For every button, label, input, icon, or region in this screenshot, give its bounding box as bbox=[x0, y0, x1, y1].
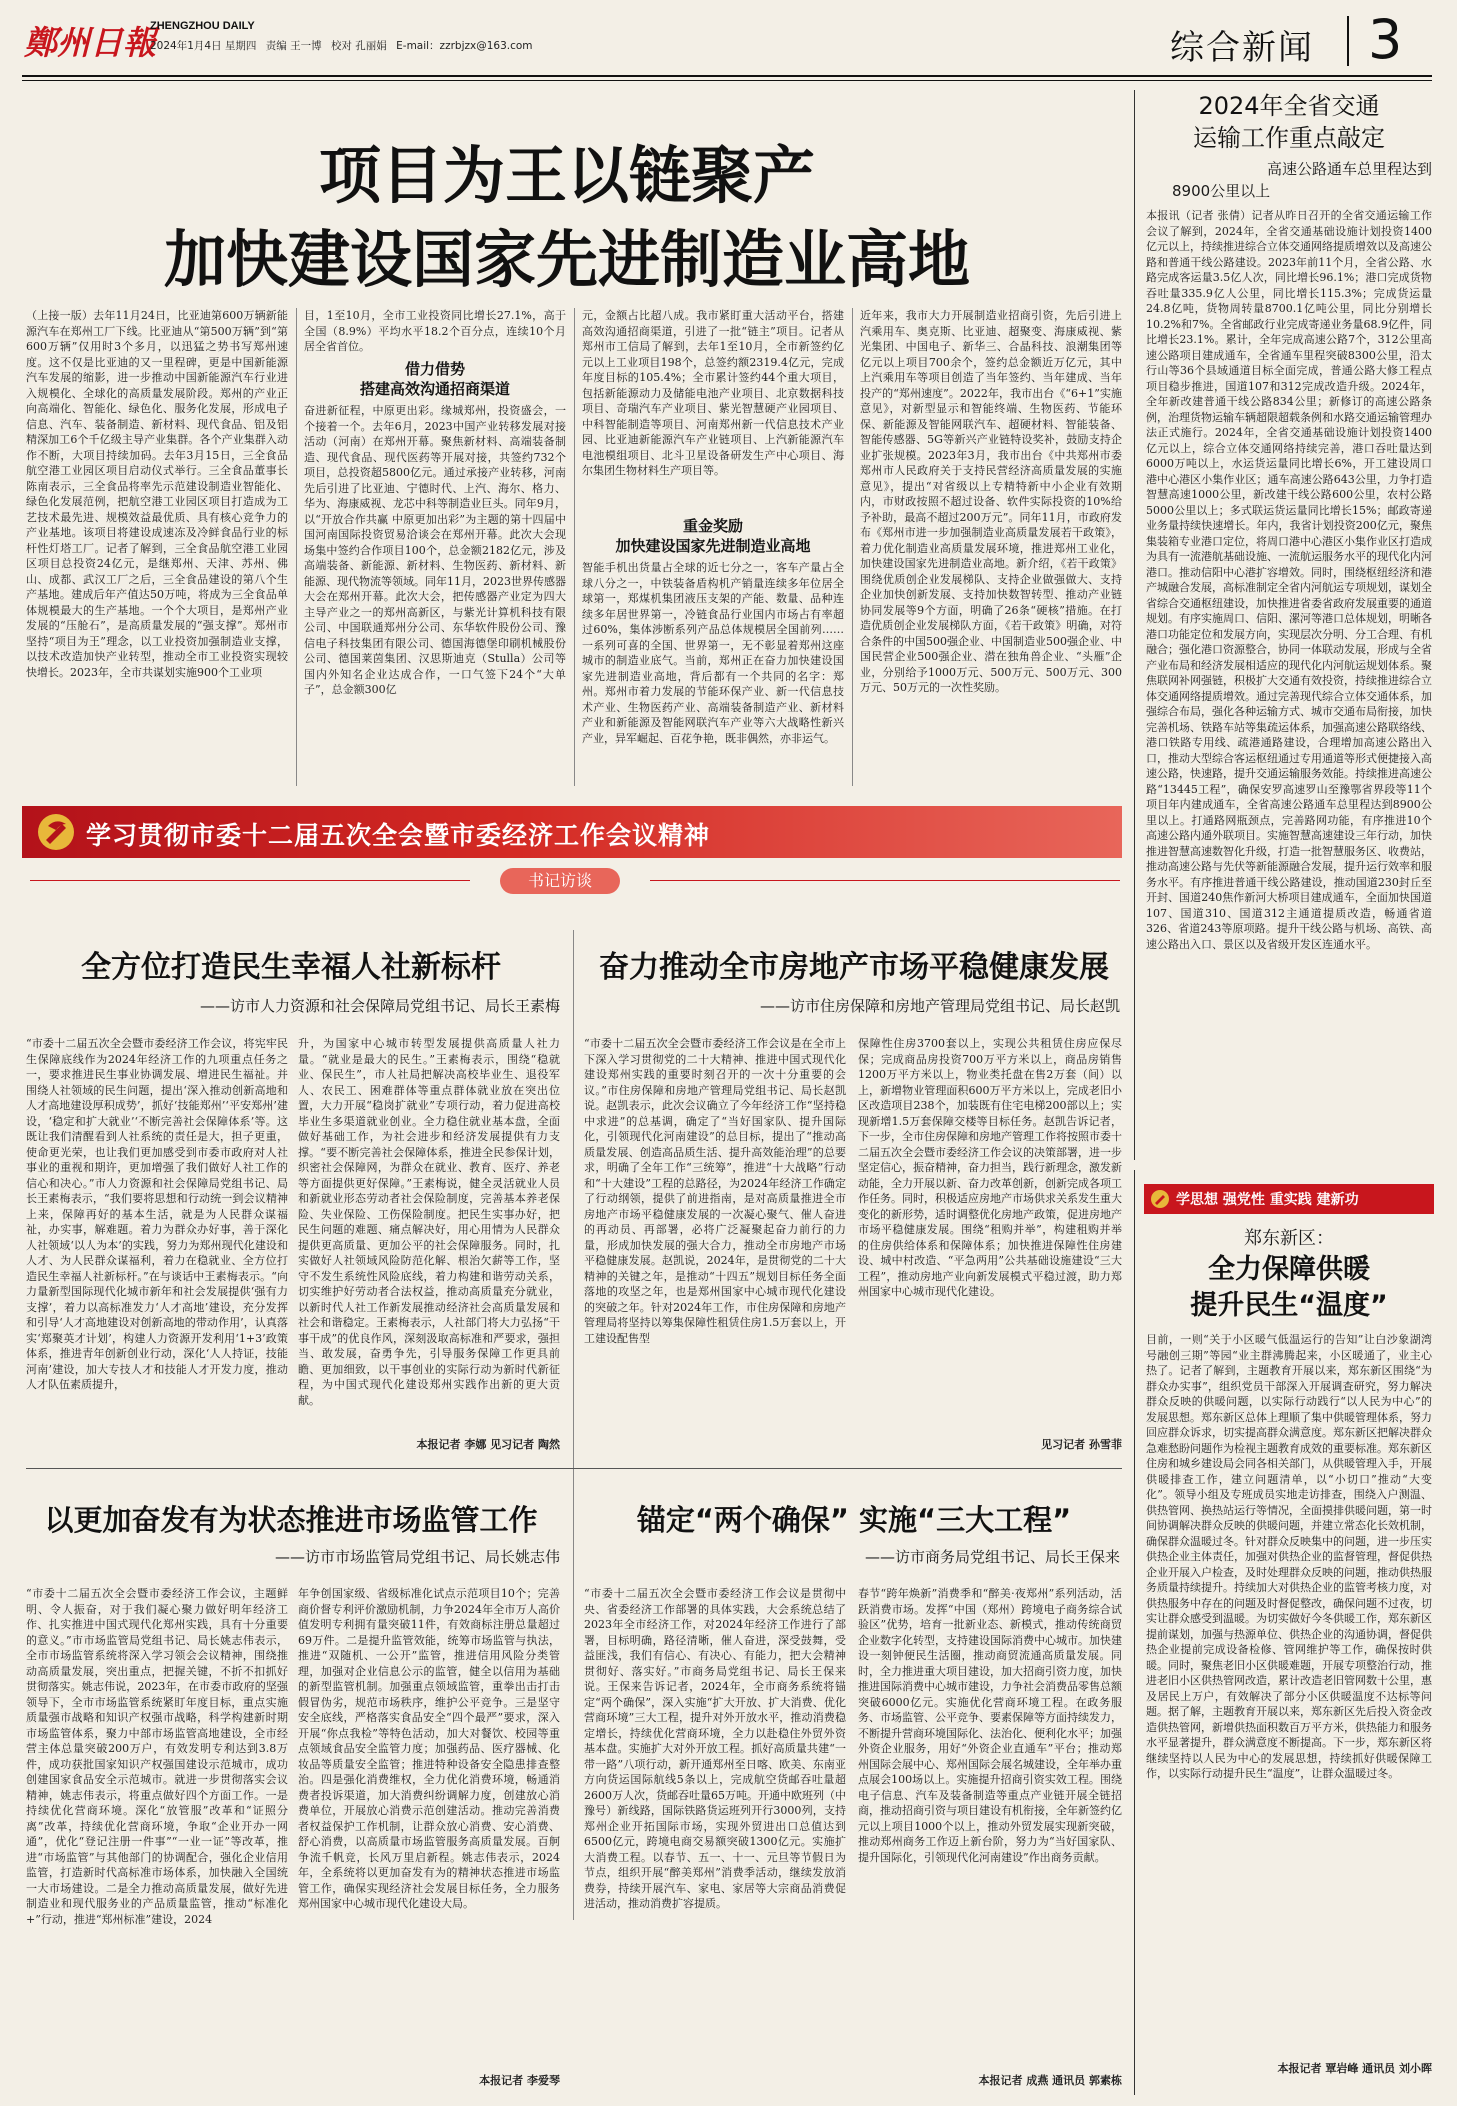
a1-column-1: “市委十二届五次全会暨市委经济工作会议，将宪牢民生保障底线作为2024年经济工作的九项重点任务之一，要求推进民生事业协调发展、增进民生福祉。并围绕人社领域的民生问题，提出‘深入推动创新高地和人才高地建设厚积成势’，抓好‘技能郑州’‘平安郑州’建设，‘稳定和扩大就业’‘不断完善社会保障体系’等。这既让我们清醒看到人社系统的责任是大，担子更重，使命更光荣，也让我们更加感受到市委市政府对人社事业的重视和期许，更加增强了我们做好人社工作的信心和决心。”市人力资源和社会保障局党组书记、局长王素梅表示，“我们要将思想和行动统一到会议精神上来，保障再好的基本生活，就是为人民群众谋福祉，办实事，解难题。着力为群众办好事，善于深化人社领域‘以人为本’的实践，努力为郑州现代化建设和人才、为人民群众谋福利，着力在稳就业、全方位打造民生幸福人社新标杆。”在与谈话中王素梅表示。“向力量新型国际现代化城市新年和社会发展提供‘强有力支撑’，着力以高标准发力‘人才高地’建设，充分发挥和引导‘人才高地建设对创新高地的带动作用’，认真落实‘郑聚英才计划’，构建人力资源开发利用‘1+3’政策体系，推进青年创新创业行动，深化‘人人持证，技能河南’建设，加大专技人才和技能人才开发力度，推动人才队伍素质提升， bbox=[26, 1037, 288, 1391]
lead-column-2 bbox=[304, 308, 566, 786]
a1-col2-text: 升，为国家中心城市转型发展提供高质量人社力量。“就业是最大的民生。”王素梅表示，围绕“稳就业、保民生”，市人社局把解决高校毕业生、退役军人、农民工、困难群体等重点群体就业放在突出位置，大力开展“稳岗扩就业”专项行动，着力促进高校毕业生多渠道就业创业。全力稳住就业基本盘，全面做好基础工作，为社会进步和经济发展提供有力支撑。“要不断完善社会保障体系，推进全民参保计划，织密社会保障网，为群众在就业、教育、医疗、养老等方面提供更好保障。”王素梅说，健全灵活就业人员和新就业形态劳动者社会保险制度，完善基本养老保险、失业保险、工伤保险制度。把民生实事办好，把民生问题的难题、痛点解决好，用心用情为人民群众提供更高质量、更加公平的社会保障服务。同时，扎实做好人社领域风险防范化解、根治欠薪等工作，坚守不发生系统性风险底线，着力构建和谐劳动关系，切实维护好劳动者合法权益，推动高质量充分就业，以新时代人社工作新发展推动经济社会高质量发展和社会和谐稳定。王素梅表示，人社部门将大力弘扬“干事干成”的优良作风，深刻汲取高标准和严要求，强担当、敢发展，奋勇争先，引导服务保障工作更具前瞻、更加细致，以干事创业的实际行动为新时代新征程，为中国式现代化建设郑州实践作出新的更大贡献。 bbox=[298, 1037, 560, 1407]
a1-byline: 本报记者 李娜 见习记者 陶然 bbox=[416, 1438, 560, 1451]
a1-column-2 bbox=[298, 1036, 560, 1456]
a3-title: 以更加奋发有为状态推进市场监管工作 bbox=[44, 1503, 538, 1537]
lead-title-line1: 项目为王以链聚产 bbox=[318, 139, 815, 212]
a2-byline: 见习记者 孙雪菲 bbox=[1041, 1438, 1122, 1451]
a2-subtitle: ——访市住房保障和房地产管理局党组书记、局长赵凯 bbox=[759, 997, 1120, 1015]
party-emblem-icon bbox=[36, 812, 76, 852]
svg-text:鄭州日報: 鄭州日報 bbox=[24, 23, 156, 62]
a2-column-1: “市委十二届五次全会暨市委经济工作会议是在全市上下深入学习贯彻党的二十大精神、推进中国式现代化建设郑州实践的重要时刻召开的一次十分重要的会议。”市住房保障和房地产管理局党组书记、局长赵凯说。赵凯表示，此次会议确立了今年经济工作“坚持稳中求进”的总基调，确定了“当好国家队、提升国际化，引领现代化河南建设”的总目标，提出了“推动高质量发展、创造高品质生活、提升高效能治理”的总要求，明确了全年工作“三统筹”，推进“十大战略”行动和“十大建设”工程的总路径，为2024年经济工作确定了行动纲领，提供了前进指南，是对高质量推进全市房地产市场平稳健康发展的一次凝心聚气、催人奋进的再动员、再部署，必将广泛凝聚起奋力前行的力量，形成加快发展的强大合力，推动全市房地产市场平稳健康发展。赵凯说，2024年，是贯彻党的二十大精神的关键之年，是推动“十四五”规划目标任务全面落地的攻坚之年，也是郑州国家中心城市现代化建设的突破之年。针对2024年工作，市住房保障和房地产管理局将坚持以筹集保障性租赁住房1.5万套以上，开工建设配售型 bbox=[584, 1037, 846, 1345]
lead-col3-heading-1: 重金奖励 bbox=[682, 517, 743, 535]
banner-rule-right bbox=[650, 880, 1120, 881]
right-news bbox=[1146, 90, 1432, 1156]
banner-rule-left bbox=[30, 880, 470, 881]
a2-col2-text: 保障性住房3700套以上，实现公共租赁住房应保尽保；完成商品房投资700万平方米以上，商品房销售1200万平方米以上，物业类托盘在售2万套（间）以上，新增物业管理面积600万平方米以上，完成老旧小区改造项目238个，加装既有住宅电梯200部以上；实现新增1.5万套保障交楼等目标任务。赵凯告诉记者，下一步，全市住房保障和房地产管理工作将按照市委十二届五次全会暨市委经济工作会议的决策部署，进一步坚定信心，振奋精神，奋力担当，践行新理念，激发新动能，全力开展以新、奋力改革创新，创新完成各项工作任务。同时，积极适应房地产市场供求关系发生重大变化的新形势，适时调整优化房地产政策，促进房地产市场平稳健康发展。围绕“租购并举”，构建租购并举的住房供给体系和保障体系；加快推进保障性住房建设、城中村改造、“平急两用”公共基础设施建设“三大工程”，推动房地产业向新发展模式平稳过渡，助力郑州国家中心城市现代化建设。 bbox=[858, 1037, 1122, 1298]
right-feature-byline: 本报记者 覃岩峰 通讯员 刘小晖 bbox=[1277, 2062, 1432, 2075]
right-news-body: 本报讯（记者 张倩）记者从昨日召开的全省交通运输工作会议了解到，2024年，全省交通基础设施计划投资1400亿元以上，持续推进综合立体交通网络提质增效以及高速公路和普通干线公路建设。2023年前11个月，全省公路、水路完成客运量3.5亿人次，同比增长96.1%；港口完成货物吞吐量335.9亿人公里，同比增长115.3%；完成货运量24.8亿吨，货物周转量8700.1亿吨公里，同比分别增长10.2%和7%。全省邮政行业完成寄递业务量68.9亿件，同比增长23.1%。累计，全年完成高速公路7个，312公里高速公路项目建成通车，全省通车里程突破8300公里，沿太行山等36个县域通道目标全面完成，普通公路大修工程点项目稳步推进，国道107和312完成改造升级。2024年，全年新改建普通干线公路834公里；新修订的高速公路条例，治理货物运输车辆超限超载条例和水路交通运输管理办法正式施行。2024年，全省交通基础设施计划投资1400亿元以上，综合立体交通网络持续完善，港口吞吐量达到6000万吨以上，水运货运量同比增长6%，开工建设周口港中心港区小集作业区；通车高速公路643公里，力争打造智慧高速1000公里，新改建干线公路600公里，农村公路5000公里以上；多式联运货运量同比增长15%；邮政寄递业务量持续快速增长。年内，我省计划投资200亿元，聚焦集装箱专业港口定位，将周口港中心港区小集作业区打造成为具有一流港航基础设施、一流航运服务水平的现代化内河港口。推动信阳中心港扩容增效。同时，围绕枢纽经济和港产城融合发展，高标准制定全省内河航运专项规划，谋划全省综合交通枢纽建设，加快推进省委省政府发展重要的通道规划。有序实施周口、信阳、漯河等港口总体规划，明晰各港口功能定位和发展方向，实现层次分明、分工合理、有机融合；强化港口资源整合，协同一体联动发展，形成与全省产业布局和经济发展相适应的现代化内河航运规划体系。聚焦联网补网强链，积极扩大交通有效投资，持续推进综合立体交通网络提质增效。通过完善现代综合立体交通体系，加强综合布局，强化各种运输方式、城市交通布局衔接，加快完善机场、铁路车站等集疏运体系，加强高速公路联络线、港口铁路专用线、疏港通路建设，合理增加高速公路出入口，推动大型综合客运枢纽通过专用通道等形式便捷接入高速公路，快速路，提升交通运输服务效能。持续推进高速公路“13445工程”，确保安罗高速罗山至豫鄂省界段等11个项目年内建成通车，全省高速公路通车总里程达到8900公里以上。打通路网瓶颈点，完善路网功能，有序推进10个高速公路内通外联项目。实施智慧高速建设三年行动，加快推进智慧高速数智化升级，打造一批智慧服务区、收费站，推动高速公路与先伏等新能源融合发展，提升运行效率和服务水平。有序推进普通干线公路建设，推动国道230封丘至开封、国道240焦作新河大桥项目建成通车，全面加快国道107、国道310、国道312主通道提质改造，畅通省道326、省道243等原项路。提升干线公路与机场、高铁、高速公路出入口、景区以及省级开发区连通水平。 bbox=[1146, 209, 1432, 951]
party-emblem-icon bbox=[1150, 1189, 1170, 1209]
a2-column-2 bbox=[858, 1036, 1122, 1456]
col-divider bbox=[574, 308, 575, 786]
right-column-divider bbox=[1134, 90, 1135, 1160]
right-feature bbox=[1146, 1226, 1432, 2076]
proof-name: 孔丽娟 bbox=[355, 40, 387, 52]
right-feature-banner-text: 学思想 强党性 重实践 建新功 bbox=[1176, 1192, 1359, 1208]
editor-name: 王一博 bbox=[290, 40, 322, 52]
lead-column-4: 近年来，我市大力开展制造业招商引资，先后引进上汽乘用车、奥克斯、比亚迪、超聚变、海康威视、紫光集团、中国电子、新华三、合晶科技、浪潮集团等亿元以上项目700余个，签约总金额近万亿元，其中上汽乘用车等项目创造了当年签约、当年建成、当年投产的“郑州速度”。2022年，我市出台《“6+1”实施意见》，对新型显示和智能终端、生物医药、节能环保、新能源及智能网联汽车、超硬材料、智能装备、智能传感器、5G等新兴产业链特设奖补，鼓励支持企业扩张规模。2023年3月，我市出台《中共郑州市委 郑州市人民政府关于支持民营经济高质量发展的实施意见》，提出“对省级以上专精特新中小企业有效期内，市财政按照不超过设备、软件实际投资的10%给予补助，最高不超过200万元”。同年11月，市政府发布《郑州市进一步加强制造业高质量发展若干政策》，着力优化制造业高质量发展环境，推进郑州工业化，加快建设国家先进制造业高地。新介绍，《若干政策》围绕优质创企业发展梯队、支持企业做强做大、支持企业加快创新发展、支持加快数智转型、推动产业链协同发展等9个方面，明确了26条“硬核”措施。在打造优质创企业发展梯队方面，《若干政策》明确，对符合条件的中国500强企业、中国制造业500强企业、中国民营企业500强企业、潜在独角兽企业、“头雁”企业，分别给予1000万元、500万元、500万元、300万元、50万元的一次性奖励。 bbox=[860, 309, 1122, 694]
lead-column-1: （上接一版）去年11月24日，比亚迪第600万辆新能源汽车在郑州工厂下线。比亚迪从“第500万辆”到“第600万辆”仅用时3个多月，以迅猛之势书写郑州速度。这不仅是比亚迪的又一里程碑，更是中国新能源汽车发展的缩影，进一步推动中国新能源汽车行业进入规模化、全球化的高质量发展阶段。郑州的产业正向高端化、智能化、绿色化、服务化发展，形成电子信息、汽车、装备制造、新材料、现代食品、铝及铝精深加工6个千亿级主导产业集群。各个产业集群入动作不断，大项目持续加码。去年3月15日，三全食品航空港工业园区项目启动仪式举行。三全食品董事长陈南表示，三全食品将率先示范建设制造业智能化、绿色化发展范例，把航空港工业园区项目打造成为工艺技术最先进、规模效益最优质、具有核心竞争力的产业基地。该项目将建设成速冻及冷鲜食品行业的标杆性灯塔工厂。记者了解到，三全食品航空港工业园区项目总投资24亿元，是继郑州、天津、苏州、佛山、成都、武汉工厂之后，三全食品建设的第八个生产基地。建成后年产值达50万吨，将成为三全食品单体规模最大的生产基地。一个个大项目，是郑州产业发展的“压舱石”，是高质量发展的“强支撑”。郑州市坚持“项目为王”理念，以工业投资加强制造业支撑，以技术改造加快产业转型，推动全市工业投资实现较快增长。2023年，全市共谋划实施900个工业项 bbox=[26, 309, 288, 679]
section-divider bbox=[1347, 16, 1349, 66]
right-column-divider bbox=[1134, 1170, 1135, 2095]
lead-col2-heading-2: 搭建高效沟通招商渠道 bbox=[359, 380, 510, 398]
article-divider bbox=[573, 930, 574, 1920]
a4-title: 锚定“两个确保” 实施“三大工程” bbox=[636, 1503, 1072, 1537]
a3-col2-text: 年争创国家级、省级标准化试点示范项目10个；完善商价督专利评价激励机制，力争2024年全市万人高价值发明专利拥有量突破11件，有效商标注册总量超过69万件。二是提升监管效能，统筹市场监管与执法，推进“双随机、一公开”监管，推进信用风险分类管理，加强对企业信息公示的监管，健全以信用为基础的新型监管机制。加强重点领域监管，重拳出击打击假冒伪劣，规范市场秩序，维护公平竞争。三是坚守安全底线，严格落实食品安全“四个最严”要求，深入开展“你点我检”等特色活动，加大对餐饮、校园等重点领域食品安全监管力度；加强药品、医疗器械、化妆品等质量安全监管；推进特种设备安全隐患排查整治。四是强化消费维权，全力优化消费环境，畅通消费者投诉渠道，加大消费纠纷调解力度，创建放心消费单位，开展放心消费示范创建活动。推动完善消费者权益保护工作机制，让群众放心消费、安心消费、舒心消费，以高质量市场监管服务高质量发展。百舸争流千帆竞，长风万里启新程。姚志伟表示，2024年，全系统将以更加奋发有为的精神状态推进市场监管工作，确保实现经济社会发展目标任务，全力服务郑州国家中心城市现代化建设大局。 bbox=[298, 1587, 560, 1910]
a3-byline: 本报记者 李爱琴 bbox=[479, 2074, 560, 2087]
col-divider bbox=[852, 308, 853, 786]
interview-tag: 书记访谈 bbox=[500, 868, 620, 894]
right-news-subtitle-1: 高速公路通车总里程达到 bbox=[1266, 160, 1432, 178]
a1-title: 全方位打造民生幸福人社新标杆 bbox=[81, 950, 501, 985]
right-news-subtitle-2: 8900公里以上 bbox=[1172, 182, 1271, 200]
right-feature-title-2: 提升民生“温度” bbox=[1190, 1290, 1388, 1321]
lead-col2-text-b: 奋进新征程，中原更出彩。缘城郑州，投资盛会，一个接着一个。去年6月，2023中国产业转移发展对接活动（河南）在郑州开幕。聚焦新材料、高端装备制造、现代食品、现代医药等开展对接，共签约732个项目，总投资超5800亿元。通过承接产业转移，河南先后引进了比亚迪、宁德时代、上汽、海尔、格力、华为、海康威视、龙芯中科等制造业巨头。同年9月，以“开放合作共赢 中原更加出彩”为主题的第十四届中国河南国际投资贸易洽谈会在郑州开幕。此次大会现场集中签约合作项目100个，总金额2182亿元，涉及高端装备、新能源、新材料、生物医药、新材料、新能源、现代物流等领域。同年11月，2023世界传感器大会在郑州开幕。此次大会，把传感器产业定为四大主导产业之一的郑州高新区，与紫光计算机科技有限公司、中国联通郑州分公司、东华软件股份公司、豫信电子科技集团有限公司、德国海德堡印刷机械股份公司、德国莱茵集团、汉思斯迪克（Stulla）公司等国内外知名企业达成合作，一口气签下24个“大单子”，总金额300亿 bbox=[304, 404, 566, 696]
a4-subtitle: ——访市商务局党组书记、局长王保来 bbox=[864, 1548, 1120, 1566]
lead-col3-text-a: 元，金额占比超八成。我市紧盯重大活动平台，搭建高效沟通招商渠道，引进了一批“链主”项目。记者从郑州市工信局了解到，去年1至10月，全市新签约亿元以上工业项目198个，总签约额2319.4亿元，完成年度目标的105.4%；全市累计签约44个重大项目，包括新能源动力及储能电池产业项目、北京数据科技项目、奇瑞汽车产业项目、紫光智慧硬产业园项目、中科智能制造等项目、河南郑州新一代信息技术产业园、比亚迪新能源汽车产业链项目、上汽新能源汽车电池模组项目、北斗卫星设备研发生产中心项目、海尔集团生物材料生产项目等。 bbox=[582, 309, 844, 477]
lead-column-3 bbox=[582, 308, 844, 786]
masthead-name-en: ZHENGZHOU DAILY bbox=[150, 20, 255, 32]
a4-column-2 bbox=[858, 1586, 1122, 2096]
section-name: 综合新闻 bbox=[1170, 28, 1314, 68]
right-news-title-2: 运输工作重点敲定 bbox=[1193, 124, 1385, 152]
lead-col3-text-b: 智能手机出货量占全球的近七分之一，客车产量占全球八分之一，中铁装备盾构机产销量连续多年位居全球第一，郑煤机集团液压支架的产能、数量、品种连续多年居世界第一，冷链食品行业国内市场占有率超过60%，集体涉断系列产品总体规模居全国前列……一系列可喜的全国、世界第一，无不彰显着郑州这座城市的制造业底气。当前，郑州正在奋力加快建设国家先进制造业高地，背后都有一个共同的名字：郑州。郑州市着力发展的节能环保产业、新一代信息技术产业、生物医药产业、高端装备制造产业、新材料产业和新能源及智能网联汽车产业等六大战略性新兴产业，异军崛起、百花争艳，既非偶然，亦非运气。 bbox=[582, 561, 844, 745]
right-feature-body: 目前，一则“关于小区暖气低温运行的告知”让白沙象湖湾号融创三期”等园“业主群沸腾起来，小区暖通了，业主心热了。记者了解到，主题教育开展以来，郑东新区围绕“为群众办实事”，组织党员干部深入开展调查研究，努力解决群众反映的供暖问题，以实际行动践行“以人民为中心”的发展思想。郑东新区总体上理顺了集中供暖管理体系，努力回应群众诉求，切实提高群众满意度。郑东新区把解决群众急难愁盼问题作为检视主题教育成效的重要标准。郑东新区住房和城乡建设局会同各相关部门，从供暖管理入手，开展供暖排查工作，建立问题清单，以“小切口”推动“大变化”。领导小组及专班成员实地走访排查，围绕入户测温、供热管网、换热站运行等情况，全面摸排供暖问题，第一时间协调解决群众反映的供暖问题，并建立常态化长效机制，确保群众温暖过冬。针对群众反映集中的问题，进一步压实供热企业主体责任，加强对供热企业的监督管理，督促供热企业开展入户检查，及时处理群众反映的问题，推动供热服务质量持续提升。持续加大对供热企业的监管考核力度，对供热服务中存在的问题及时督促整改，确保问题不过夜，切实让群众感受到温暖。为切实做好今冬供暖工作，郑东新区提前谋划，加强与热源单位、供热企业的沟通协调，督促供热企业提前完成设备检修、管网维护等工作，确保按时供暖。同时，聚焦老旧小区供暖难题，开展专项整治行动，推进老旧小区供热管网改造，累计改造老旧管网数十公里，惠及居民上万户，有效解决了部分小区供暖温度不达标等问题。据了解，主题教育开展以来，郑东新区先后投入资金改造供热管网，新增供热面积数百万平方米，供热能力和服务水平显著提升，群众满意度不断提高。下一步，郑东新区将继续坚持以人民为中心的发展思想，持续抓好供暖保障工作，以实际行动提升民生“温度”，让群众温暖过冬。 bbox=[1146, 1333, 1432, 1780]
masthead-info bbox=[150, 38, 533, 53]
dateline: 2024年1月4日 星期四 bbox=[150, 40, 257, 52]
a3-subtitle: ——访市市场监管局党组书记、局长姚志伟 bbox=[274, 1548, 560, 1566]
right-feature-banner bbox=[1144, 1184, 1434, 1214]
right-feature-title-1: 全力保障供暖 bbox=[1208, 1254, 1370, 1285]
right-feature-location: 郑东新区： bbox=[1244, 1228, 1334, 1249]
logo-seal-icon bbox=[22, 14, 156, 66]
theme-banner bbox=[22, 806, 1122, 858]
lead-title-line2: 加快建设国家先进制造业高地 bbox=[163, 223, 970, 296]
mid-rule bbox=[26, 1468, 1122, 1469]
a3-column-2 bbox=[298, 1586, 560, 2096]
masthead-rule-thin bbox=[22, 80, 1432, 81]
a3-column-1: “市委十二届五次全会暨市委经济工作会议，主题鲜明、令人振奋，对于我们凝心聚力做好明年经济工作、扎实推进中国式现代化郑州实践，具有十分重要的意义。”市市场监管局党组书记、局长姚志伟表示，全市市场监管系统将深入学习领会会议精神，围绕推动高质量发展，突出重点，把握关键，不折不扣抓好贯彻落实。姚志伟说，2023年，在市委市政府的坚强领导下，全市市场监管系统紧盯年度目标，重点实施质量强市战略和知识产权强市战略，科学构建新时期市场监管体系，聚力中部市场监管高地建设，全市经营主体总量突破200万户，有效发明专利达到3.8万件，成功获批国家知识产权强国建设示范城市，成功创建国家食品安全示范城市。就进一步贯彻落实会议精神，姚志伟表示，将重点做好四个方面工作。一是持续优化营商环境。深化“放管服”改革和“证照分离”改革，持续优化营商环境，争取“企业开办一网通”，优化“登记注册一件事”“一业一证”等改革，推进“市场监管”与其他部门的协调配合，强化企业信用监管，打造新时代高标准市场体系，加快融入全国统一大市场建设。二是全力推动高质量发展，做好先进制造业和现代服务业的产品质量监管，推动“标准化+”行动，推进“郑州标准”建设，2024 bbox=[26, 1587, 288, 1926]
a1-subtitle: ——访市人力资源和社会保障局党组书记、局长王素梅 bbox=[199, 997, 560, 1015]
a4-byline: 本报记者 成燕 通讯员 郭素栋 bbox=[978, 2074, 1122, 2087]
col-divider bbox=[296, 308, 297, 786]
a4-col2-text: 春节“跨年焕新”消费季和“醉美·夜郑州”系列活动，活跃消费市场。发挥“中国（郑州）跨境电子商务综合试验区”优势，培育一批新业态、新模式，推动传统商贸企业数字化转型，支持建设国际消费中心城市。加快建设一刻钟便民生活圈，推动商贸流通高质量发展。同时，全力推进重大项目建设，加大招商引资力度，加快推进国际消费中心城市建设，力争社会消费品零售总额突破6000亿元。实施优化营商环境工程。在政务服务、市场监管、公平竞争、要素保障等方面持续发力，不断提升营商环境国际化、法治化、便利化水平；加强外资企业服务，用好“外资企业直通车”平台；推动郑州国际会展中心、郑州国际会展名城建设，全年举办重点展会100场以上。实施提升招商引资实效工程。围绕电子信息、汽车及装备制造等重点产业链开展全链招商，推动招商引资与项目建设有机衔接，全年新签约亿元以上项目1000个以上，推动外贸发展实现新突破，推动郑州商务工作迈上新台阶，努力为“当好国家队、提升国际化，引领现代化河南建设”作出商务贡献。 bbox=[858, 1587, 1122, 1864]
masthead bbox=[22, 8, 1432, 74]
a2-title: 奋力推动全市房地产市场平稳健康发展 bbox=[599, 950, 1109, 985]
right-news-title-1: 2024年全省交通 bbox=[1198, 92, 1380, 120]
email: E-mail：zzrbjzx@163.com bbox=[396, 40, 533, 52]
masthead-rule bbox=[22, 75, 1432, 77]
lead-col3-heading-2: 加快建设国家先进制造业高地 bbox=[615, 537, 811, 555]
lead-col2-heading-1: 借力借势 bbox=[404, 360, 465, 378]
newspaper-logo bbox=[22, 14, 156, 66]
theme-banner-text: 学习贯彻市委十二届五次全会暨市委经济工作会议精神 bbox=[86, 821, 711, 850]
proof-label: 校对 bbox=[330, 40, 352, 52]
a4-column-1: “市委十二届五次全会暨市委经济工作会议是贯彻中央、省委经济工作部署的具体实践，大会系统总结了2023年全市经济工作，对2024年经济工作进行了部署，目标明确，路径清晰，催人奋进，深受鼓舞，受益匪浅，我们有信心、有决心、有能力，把大会精神贯彻好、落实好。”市商务局党组书记、局长王保来说。王保来告诉记者，2024年，全市商务系统将锚定“两个确保”，深入实施“扩大开放、扩大消费、优化营商环境”三大工程，提升对外开放水平，推动消费稳定增长，持续优化营商环境，全力以赴稳住外贸外资基本盘。实施扩大对外开放工程。抓好高质量共建“一带一路”八项行动，新开通郑州至日喀、欧美、东南亚方向货运国际航线5条以上，完成航空货邮吞吐量超2600万人次，货邮吞吐量65万吨。开通中欧班列（中豫号）新线路，国际铁路货运班列开行3000列，支持郑州企业开拓国际市场，实现外贸进出口总值达到6500亿元，跨境电商交易额突破1300亿元。实施扩大消费工程。以春节、五一、十一、元旦等节假日为节点，组织开展“醉美郑州”消费季活动，继续发放消费券，持续开展汽车、家电、家居等大宗商品消费促进活动，推动消费扩容提质。 bbox=[584, 1587, 846, 1910]
lead-col2-text-a: 目，1至10月，全市工业投资同比增长27.1%，高于全国（8.9%）平均水平18.2个百分点，连续10个月居全省首位。 bbox=[304, 309, 566, 353]
page-number: 3 bbox=[1368, 8, 1403, 71]
editor-label: 责编 bbox=[265, 40, 287, 52]
